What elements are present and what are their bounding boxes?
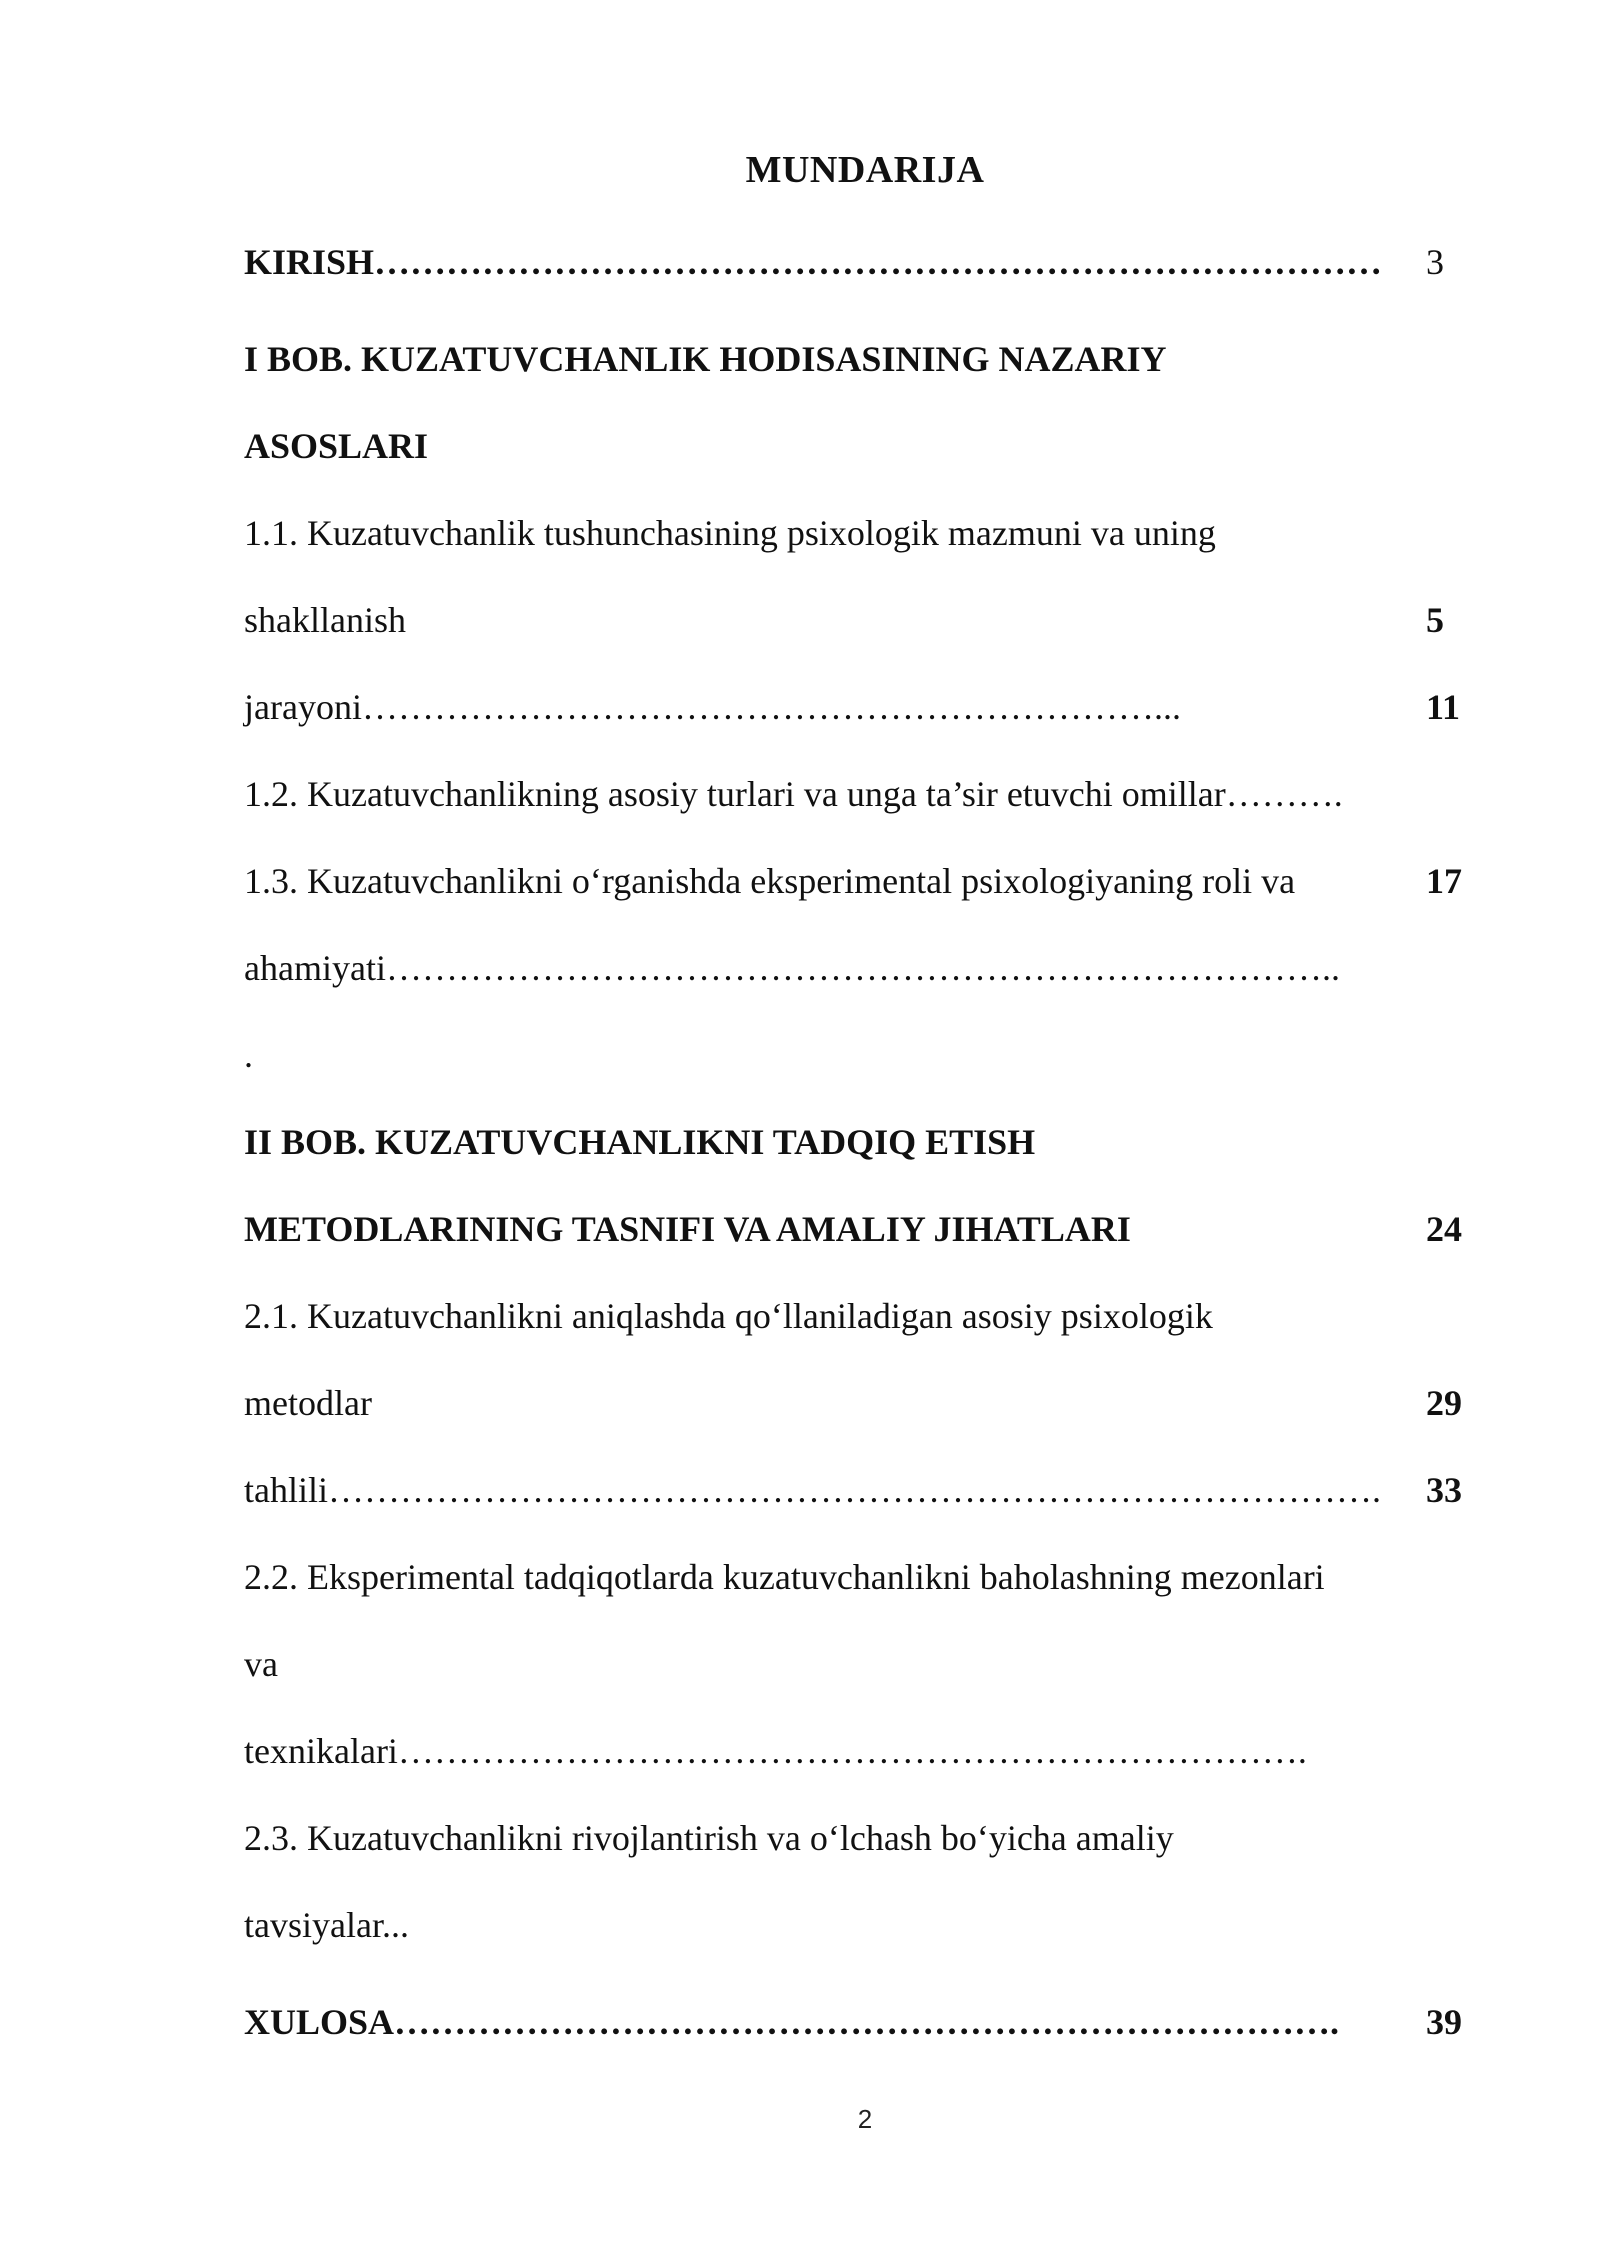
toc-page-number: 17 — [1426, 861, 1462, 901]
toc-entry-text: I BOB. KUZATUVCHANLIK HODISASINING NAZARIY — [244, 339, 1167, 379]
toc-entry-text: va — [244, 1644, 278, 1684]
toc-page-number: 33 — [1426, 1470, 1462, 1510]
toc-entry-text: tahlili……………………………………………………………………………. — [244, 1470, 1381, 1510]
toc-page-number: 24 — [1426, 1209, 1462, 1249]
toc-page-number: 39 — [1426, 2002, 1462, 2042]
toc-entry-text: 2.3. Kuzatuvchanlikni rivojlantirish va o‘lchash bo‘yicha amaliy — [244, 1818, 1174, 1858]
toc-entry-text: 1.2. Kuzatuvchanlikning asosiy turlari va unga ta’sir etuvchi omillar………. — [244, 774, 1343, 814]
toc-entry-text: II BOB. KUZATUVCHANLIKNI TADQIQ ETISH — [244, 1122, 1036, 1162]
toc-entry-text: jarayoni…………………………………………………………... — [244, 687, 1181, 727]
toc-entry-text: XULOSA……………………………………………………………………. — [244, 2002, 1340, 2042]
toc-page-number: 11 — [1426, 687, 1461, 727]
toc-entry-text: metodlar — [244, 1383, 372, 1423]
toc-entry-text: . — [244, 1035, 253, 1075]
toc-entry-text: 1.3. Kuzatuvchanlikni o‘rganishda eksperimental psixologiyaning roli va — [244, 861, 1296, 901]
toc-entry-text: shakllanish — [244, 600, 406, 640]
toc-page-number: 5 — [1426, 600, 1444, 640]
toc-entry-text: texnikalari…………………………………………………………………. — [244, 1731, 1307, 1771]
page-title: MUNDARIJA — [745, 149, 985, 191]
toc-entry-text: ahamiyati…………………………………………………………………….. — [244, 948, 1340, 988]
toc-page-number: 29 — [1426, 1383, 1462, 1423]
toc-entry-text: 2.1. Kuzatuvchanlikni aniqlashda qo‘llaniladigan asosiy psixologik — [244, 1296, 1213, 1336]
toc-entry-text: 2.2. Eksperimental tadqiqotlarda kuzatuvchanlikni baholashning mezonlari — [244, 1557, 1325, 1597]
toc-entry-text: ASOSLARI — [244, 426, 429, 466]
toc-entry-text: tavsiyalar... — [244, 1905, 409, 1945]
page-number-footer: 2 — [857, 2104, 873, 2134]
toc-entry-text: 1.1. Kuzatuvchanlik tushunchasining psixologik mazmuni va uning — [244, 513, 1216, 553]
toc-page-number: 3 — [1426, 242, 1444, 282]
toc-entry-text: METODLARINING TASNIFI VA AMALIY JIHATLARI — [244, 1209, 1131, 1249]
toc-entry-text: KIRISH………………………………………………………………………… — [244, 242, 1383, 282]
